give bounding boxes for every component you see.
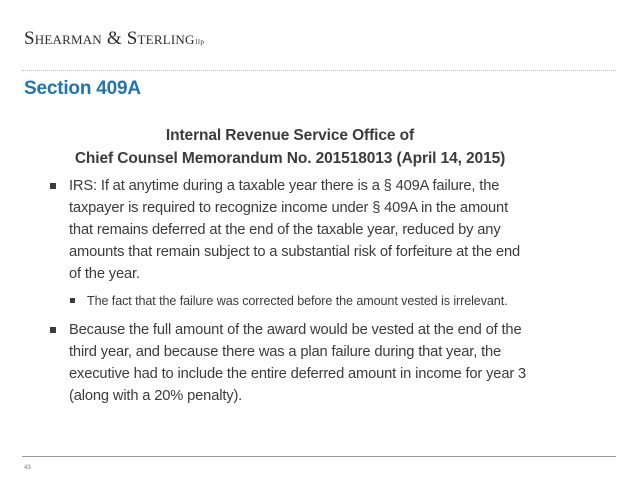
sub-bullet-text: The fact that the failure was corrected before the amount vested is irrelevant. — [87, 294, 508, 308]
square-bullet-icon — [70, 298, 75, 303]
logo-suffix: llp — [195, 38, 205, 46]
memo-title-line1: Internal Revenue Service Office of — [165, 127, 415, 144]
bullet-item — [48, 319, 532, 407]
bullet-item — [48, 175, 532, 285]
square-bullet-icon — [50, 183, 56, 189]
bullet-text: IRS: If at anytime during a taxable year there is a § 409A failure, the taxpayer is required to recognize income under § 409A in the amount that remains deferred at the end of the taxable year, reduced by any amounts that remain subject to a substantial risk of forfeiture at the end of the year. — [69, 178, 520, 282]
memo-title — [40, 124, 540, 170]
logo-text: Shearman & Sterling — [24, 28, 195, 49]
section-title: Section 409A — [24, 78, 141, 99]
square-bullet-icon — [50, 327, 56, 333]
firm-logo — [24, 28, 204, 50]
footer-divider — [22, 456, 616, 457]
memo-title-line2: Chief Counsel Memorandum No. 201518013 (April 14, 2015) — [74, 150, 506, 167]
bullet-text: Because the full amount of the award would be vested at the end of the third year, and because there was a plan failure during that year, the executive had to include the entire deferred amount in income for year 3 (along with a 20% penalty). — [69, 322, 527, 404]
page-number: 43 — [24, 465, 31, 471]
bullet-list — [48, 175, 532, 407]
sub-bullet-item — [68, 291, 532, 311]
header-divider — [22, 70, 616, 71]
